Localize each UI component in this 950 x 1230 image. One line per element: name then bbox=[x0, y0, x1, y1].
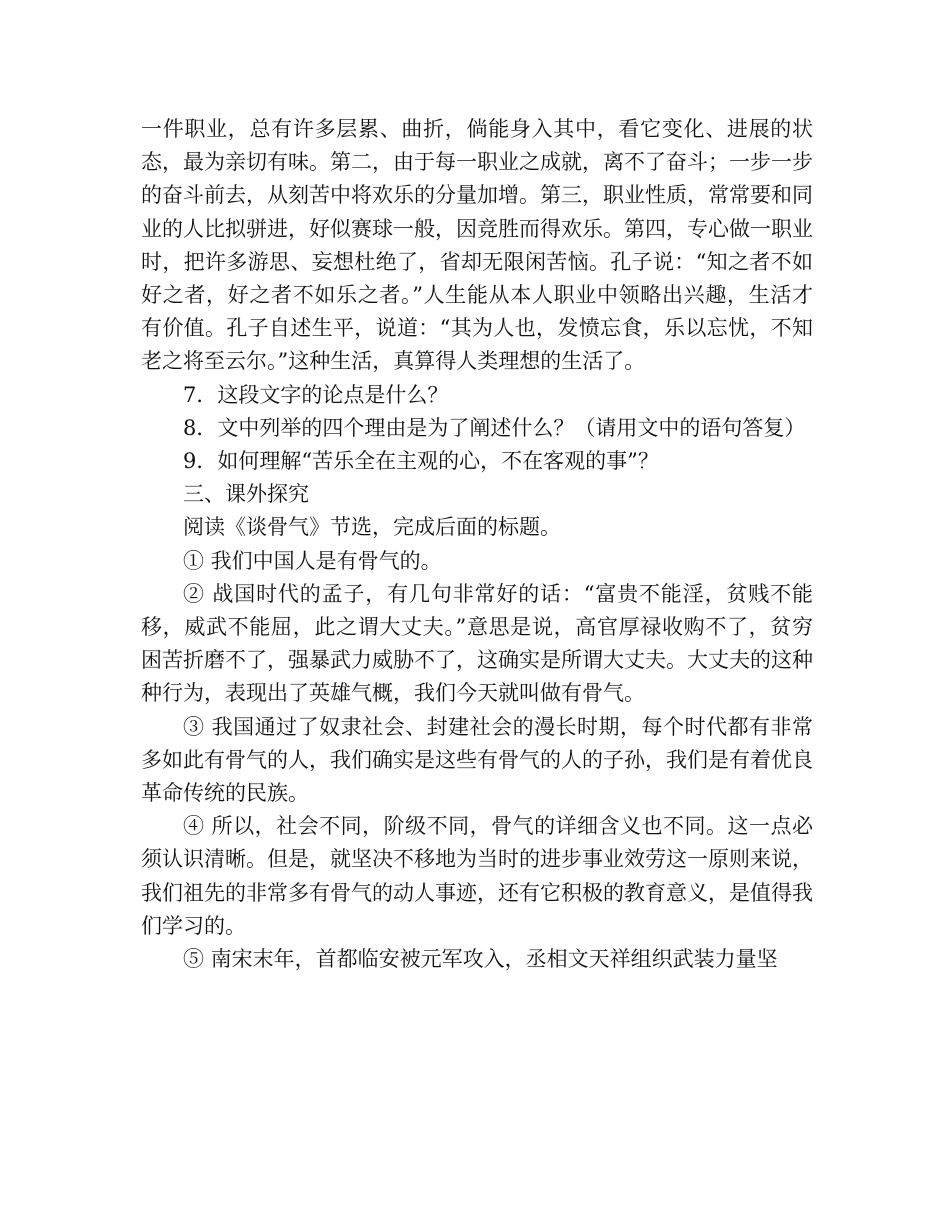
continued-paragraph: 一件职业，总有许多层累、曲折，倘能身入其中，看它变化、进展的状态，最为亲切有味。第二，由于每一职业之成就，离不了奋斗；一步一步的奋斗前去，从刻苦中将欢乐的分量加增。第三，职业性质，常常要和同业的人比拟骈进，好似赛球一般，因竞胜而得欢乐。第四，专心做一职业时，把许多游思、妄想杜绝了，省却无限闲苦恼。孔子说：“知之者不如好之者，好之者不如乐之者。”人生能从本人职业中领略出兴趣，生活才有价值。孔子自述生平，说道：“其为人也，发愤忘食，乐以忘忧，不知老之将至云尔。”这种生活，真算得人类理想的生活了。 bbox=[141, 117, 813, 374]
question-8: 8．文中列举的四个理由是为了阐述什么？（请用文中的语句答复） bbox=[183, 415, 806, 440]
question-9: 9．如何理解“苦乐全在主观的心，不在客观的事”？ bbox=[183, 449, 659, 474]
excerpt-paragraph-3: ③ 我国通过了奴隶社会、封建社会的漫长时期，每个时代都有非常多如此有骨气的人，我们确实是这些有骨气的人的子孙，我们是有着优良革命传统的民族。 bbox=[141, 714, 813, 806]
document-page bbox=[141, 113, 813, 976]
excerpt-paragraph-4: ④ 所以，社会不同，阶级不同，骨气的详细含义也不同。这一点必须认识清晰。但是，就坚决不移地为当时的进步事业效劳这一原则来说，我们祖先的非常多有骨气的动人事迹，还有它积极的教育意义，是值得我们学习的。 bbox=[141, 814, 813, 938]
excerpt-paragraph-2: ② 战国时代的孟子，有几句非常好的话：“富贵不能淫，贫贱不能移，威武不能屈，此之谓大丈夫。”意思是说，高官厚禄收购不了，贫穷困苦折磨不了，强暴武力威胁不了，这确实是所谓大丈夫。大丈夫的这种种行为，表现出了英雄气概，我们今天就叫做有骨气。 bbox=[141, 581, 813, 706]
reading-instruction: 阅读《谈骨气》节选，完成后面的标题。 bbox=[183, 515, 561, 540]
section-heading: 三、课外探究 bbox=[183, 482, 309, 507]
question-7: 7．这段文字的论点是什么？ bbox=[183, 382, 449, 407]
excerpt-paragraph-5: ⑤ 南宋末年，首都临安被元军攻入，丞相文天祥组织武装力量坚 bbox=[183, 947, 778, 972]
excerpt-paragraph-1: ① 我们中国人是有骨气的。 bbox=[183, 548, 442, 573]
